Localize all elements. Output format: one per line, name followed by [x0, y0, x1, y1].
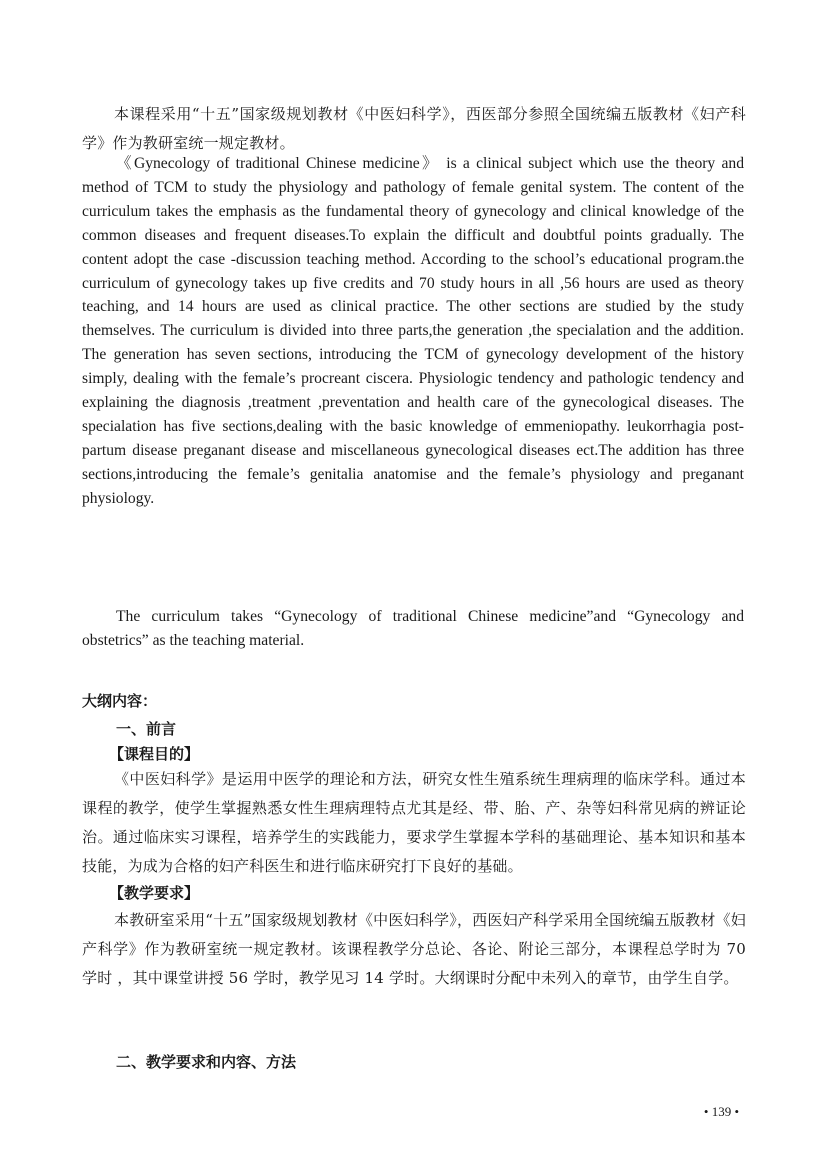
outline-heading: 大纲内容：: [82, 692, 158, 710]
section1-heading: 一、前言: [116, 720, 177, 738]
intro-english-paragraph: 《Gynecology of traditional Chinese medicine》 is a clinical subject which use the theory and method of TCM to study the physiology and pathology of female genital system. The content of the curriculum takes the emphasis as the fundamental theory of gynecology and clinical knowledge of the common diseases and frequent diseases.To explain the difficult and doubtful points gradually. The content adopt the case -discussion teaching method. According to the school’s educational program.the curriculum of gynecology takes up five credits and 70 study hours in all ,56 hours are used as theory teaching, and 14 hours are used as clinical practice. The other sections are studied by the study themselves. The curriculum is divided into three parts,the generation ,the specialation and the addition. The generation has seven sections, introducing the TCM of gynecology development of the history simply, dealing with the female’s procreant ciscera. Physiologic tendency and pathologic tendency and explaining the diagnosis ,treatment ,preventation and health care of the gynecological diseases. The specialation has five sections,dealing with the basic knowledge of emmeniopathy. leukorrhagia post-partum disease preganant disease and miscellaneous gynecological diseases ect.The addition has three sections,introducing the female’s genitalia anatomise and the female’s physiology and preganant physiology.: [82, 155, 744, 507]
teaching-material-paragraph: The curriculum takes “Gynecology of traditional Chinese medicine”and “Gynecology and obstetrics” as the teaching material.: [82, 608, 744, 649]
purpose-heading: 【课程目的】: [109, 745, 200, 763]
requirement-heading: 【教学要求】: [109, 884, 200, 902]
section2-heading: 二、教学要求和内容、方法: [116, 1053, 297, 1071]
purpose-paragraph: 《中医妇科学》是运用中医学的理论和方法，研究女性生殖系统生理病理的临床学科。通过本课程的教学，使学生掌握熟悉女性生理病理特点尤其是经、带、胎、产、杂等妇科常见病的辨证论治。通过临床实习课程，培养学生的实践能力，要求学生掌握本学科的基础理论、基本知识和基本技能，为成为合格的妇产科医生和进行临床研究打下良好的基础。: [82, 770, 746, 875]
requirement-paragraph: 本教研室采用“十五”国家级规划教材《中医妇科学》，西医妇产科学采用全国统编五版教材《妇产科学》作为教研室统一规定教材。该课程教学分总论、各论、附论三部分，本课程总学时为 70 学时 ，其中课堂讲授 56 学时，教学见习 14 学时。大纲课时分配中未列入的章节，由学生自学。: [82, 911, 746, 987]
intro-chinese-paragraph: 本课程采用“十五”国家级规划教材《中医妇科学》，西医部分参照全国统编五版教材《妇产科学》作为教研室统一规定教材。: [82, 105, 746, 152]
page-number: • 139 •: [703, 1104, 739, 1119]
